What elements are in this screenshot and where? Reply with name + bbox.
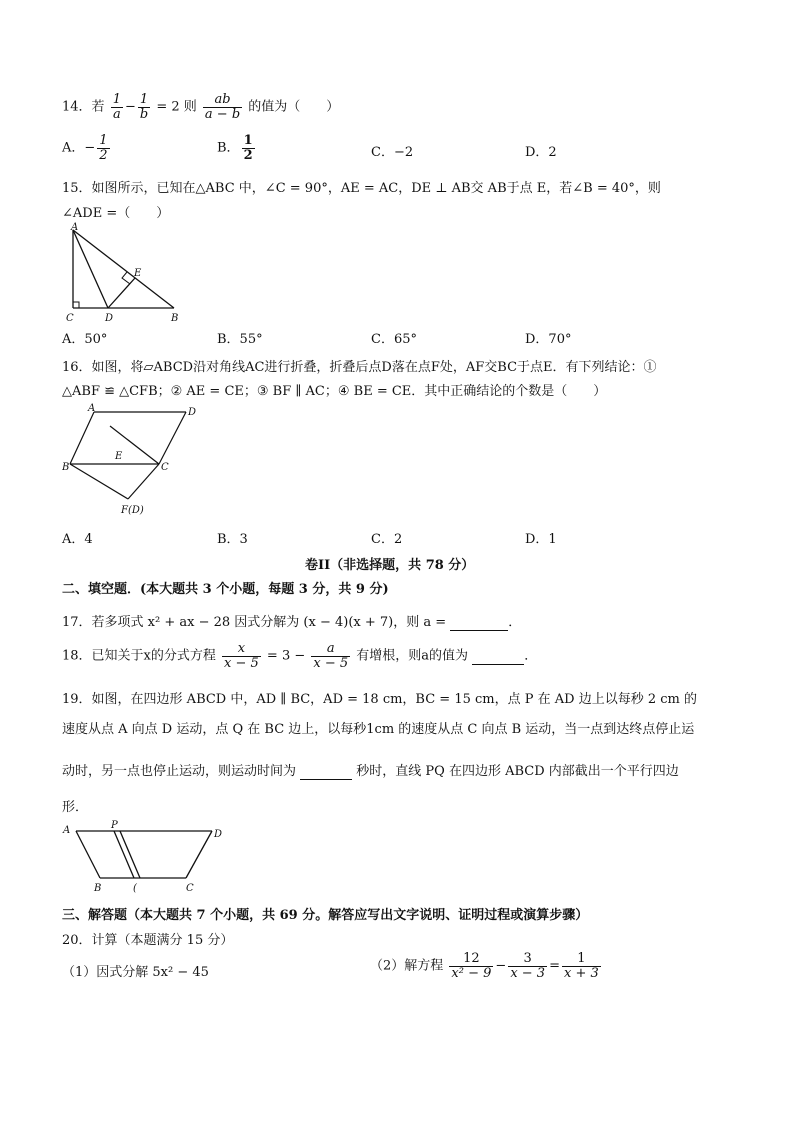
part2-heading: 二、填空题．(本大题共 3 个小题，每题 3 分，共 9 分)	[62, 582, 389, 597]
label-q: (	[133, 883, 137, 894]
part3-heading: 三、解答题（本大题共 7 个小题，共 69 分。解答应写出文字说明、证明过程或演算步骤）	[62, 908, 589, 923]
q18-stem: 18．已知关于x的分式方程 $\frac{x}{x - 5}$ = 3 − $\frac{a}{x - 5}$ 有增根，则a的值为 ．	[62, 641, 538, 671]
q16-figure	[62, 398, 207, 518]
section-title: 卷II（非选择题，共 78 分）	[305, 558, 475, 573]
q16-choice-a: A．4	[62, 532, 93, 547]
label-c: C	[161, 462, 169, 473]
label-d: D	[188, 407, 197, 418]
q16-line2: △ABF ≌ △CFB；② AE = CE；③ BF ∥ AC；④ BE = CE．其中正确结论的个数是（ ）	[62, 384, 607, 399]
label-d: D	[105, 313, 114, 324]
q15-choice-b: B．55°	[217, 332, 263, 347]
fraction: $\frac{3}{x - 3}$	[510, 951, 546, 981]
label-f: F(D)	[121, 505, 144, 516]
q14-stem: 14．若 $\frac{1}{a}$ − $\frac{1}{b}$ = 2 则 $\frac{ab}{a - b}$ 的值为（ ）	[62, 92, 340, 122]
q19-line1: 19．如图，在四边形 ABCD 中，AD ∥ BC，AD = 18 cm，BC = 15 cm，点 P 在 AD 边上以每秒 2 cm 的	[62, 692, 697, 707]
fraction: $\frac{x}{x - 5}$	[224, 641, 259, 671]
fraction: $\frac{ab}{a - b}$	[204, 92, 241, 122]
q19-line3: 动时，另一点也停止运动，则运动时间为 秒时，直线 PQ 在四边形 ABCD 内部截出一个平行四边	[62, 764, 679, 779]
q20-part2: （2）解方程 $\frac{12}{\text{x² − 9}}$ − $\frac{3}{x - 3}$ = $\frac{1}{x + 3}$	[370, 951, 599, 981]
label-a: A	[88, 403, 96, 414]
q19-figure	[62, 818, 232, 894]
label-c: C	[66, 313, 74, 324]
label-b: B	[171, 313, 179, 324]
label-d: D	[214, 829, 223, 840]
q15-line1: 15．如图所示，已知在△ABC 中，∠C = 90°，AE = AC，DE ⊥ AB交 AB于点 E，若∠B = 40°，则	[62, 181, 661, 196]
fraction: $\frac{a}{x - 5}$	[313, 641, 349, 671]
answer-blank[interactable]	[472, 649, 524, 665]
label-a: A	[63, 825, 71, 836]
label-c: C	[186, 883, 194, 894]
q14-choice-a: A．− $\frac{1}{2}$	[62, 133, 108, 163]
answer-blank[interactable]	[450, 615, 508, 631]
answer-blank[interactable]	[300, 764, 352, 780]
q14-choice-c: C．−2	[371, 145, 414, 160]
q15-choice-c: C．65°	[371, 332, 417, 347]
q15-figure	[64, 222, 189, 326]
q14-choice-b: B． $\frac{1}{2}$	[217, 133, 253, 163]
q16-choice-b: B．3	[217, 532, 248, 547]
label-e: E	[115, 451, 123, 462]
q16-choice-c: C．2	[371, 532, 403, 547]
q15-choice-d: D．70°	[525, 332, 572, 347]
q14-choice-d: D．2	[525, 145, 557, 160]
label-b: B	[94, 883, 102, 894]
q15-line2: ∠ADE =（ ）	[62, 206, 170, 221]
fraction: $\frac{1}{a}$	[112, 92, 121, 122]
label-e: E	[134, 268, 142, 279]
q16-choice-d: D．1	[525, 532, 557, 547]
fraction: $\frac{1}{x + 3}$	[563, 951, 599, 981]
label-p: P	[111, 820, 118, 831]
q14-number: 14．若	[62, 99, 105, 115]
q17-stem: 17．若多项式 x² + ax − 28 因式分解为 (x − 4)(x + 7)，则 a = ．	[62, 615, 522, 630]
q20-title: 20．计算（本题满分 15 分）	[62, 933, 234, 948]
fraction: $\frac{12}{\text{x² − 9}}$	[451, 951, 492, 981]
fraction: $\frac{1}{b}$	[139, 92, 149, 122]
q20-part1: （1）因式分解 5x² − 45	[62, 965, 209, 980]
q15-choice-a: A．50°	[62, 332, 108, 347]
label-a: A	[71, 222, 79, 233]
q16-line1: 16．如图，将▱ABCD沿对角线AC进行折叠，折叠后点D落在点F处，AF交BC于点E．有下列结论：①	[62, 360, 657, 375]
q19-line4: 形．	[62, 800, 89, 815]
label-b: B	[62, 462, 70, 473]
q19-line2: 速度从点 A 向点 D 运动，点 Q 在 BC 边上，以每秒1cm 的速度从点 C 向点 B 运动，当一点到达终点停止运	[62, 722, 695, 737]
